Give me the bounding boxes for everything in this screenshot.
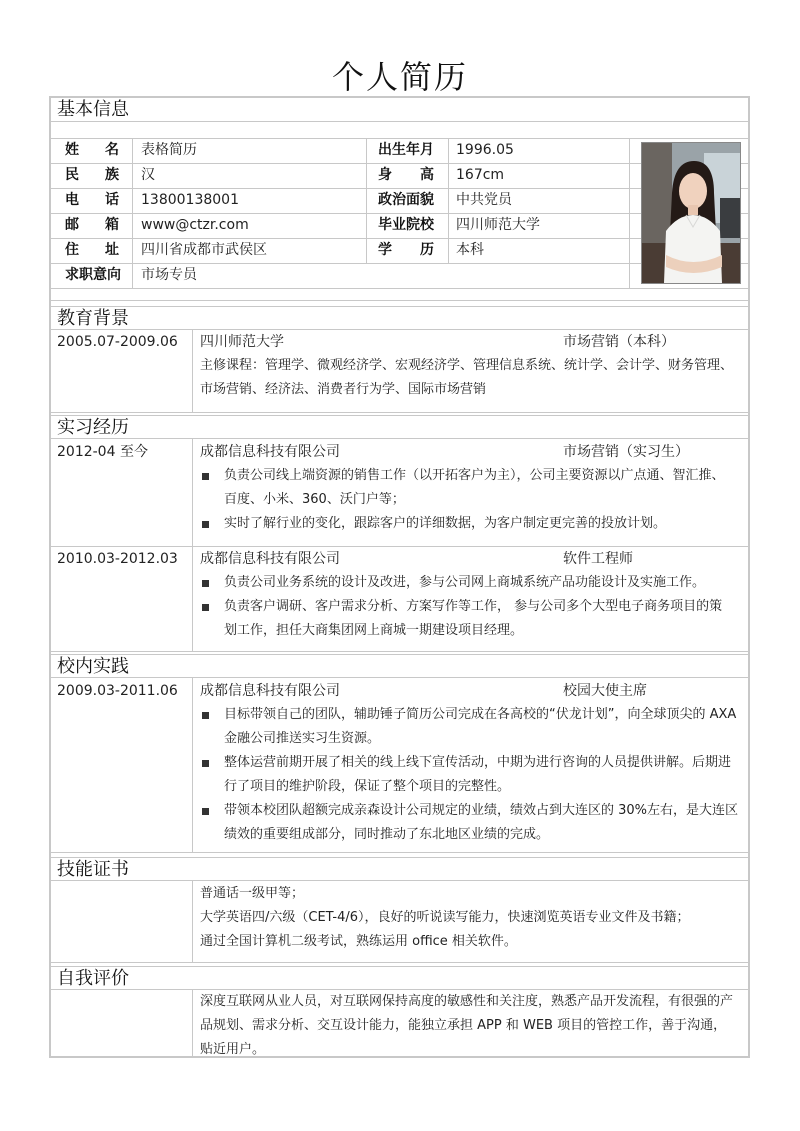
label-phone: 电话 bbox=[65, 192, 145, 208]
campus-duty-2-cont: 行了项目的维护阶段，保证了整个项目的完整性。 bbox=[224, 779, 511, 794]
label-name: 姓名 bbox=[65, 142, 145, 158]
value-objective: 市场专员 bbox=[141, 267, 197, 283]
label-height: 身高 bbox=[378, 167, 462, 183]
label-politics: 政治面貌 bbox=[378, 192, 434, 208]
internship-2-company: 成都信息科技有限公司 bbox=[200, 551, 340, 567]
value-birth: 1996.05 bbox=[456, 142, 514, 158]
value-degree: 本科 bbox=[456, 242, 484, 258]
internship-1-duty-1: 负责公司线上端资源的销售工作（以开拓客户为主），公司主要资源以广点通、智汇推、 bbox=[224, 468, 725, 483]
internship-2-period: 2010.03-2012.03 bbox=[57, 551, 178, 567]
bullet-icon bbox=[202, 760, 209, 767]
self-eval-3: 贴近用户。 bbox=[200, 1042, 266, 1057]
value-height: 167cm bbox=[456, 167, 505, 183]
bullet-icon bbox=[202, 473, 209, 480]
education-period: 2005.07-2009.06 bbox=[57, 334, 178, 350]
label-degree: 学历 bbox=[378, 242, 462, 258]
label-birth: 出生年月 bbox=[378, 142, 434, 158]
self-eval-2: 品规划、需求分析、交互设计能力，能独立承担 APP 和 WEB 项目的管控工作，善于沟通， bbox=[200, 1018, 727, 1033]
bullet-icon bbox=[202, 808, 209, 815]
education-school: 四川师范大学 bbox=[200, 334, 284, 350]
education-major: 市场营销（本科） bbox=[563, 334, 675, 350]
label-school: 毕业院校 bbox=[378, 217, 434, 233]
section-campus-heading: 校内实践 bbox=[51, 654, 748, 678]
campus-duty-3-cont: 绩效的重要组成部分，同时推动了东北地区业绩的完成。 bbox=[224, 827, 550, 842]
value-school: 四川师范大学 bbox=[456, 217, 540, 233]
value-email: www@ctzr.com bbox=[141, 217, 249, 233]
internship-2-duty-2-cont: 划工作，担任大商集团网上商城一期建设项目经理。 bbox=[224, 623, 524, 638]
section-basic-heading: 基本信息 bbox=[51, 98, 748, 122]
section-education-heading: 教育背景 bbox=[51, 306, 748, 330]
resume-title: 个人简历 bbox=[331, 58, 468, 96]
bullet-icon bbox=[202, 604, 209, 611]
section-skills-heading: 技能证书 bbox=[51, 857, 748, 881]
internship-1-duty-2: 实时了解行业的变化，跟踪客户的详细数据，为客户制定更完善的投放计划。 bbox=[224, 516, 667, 531]
skill-1: 普通话一级甲等； bbox=[200, 886, 305, 901]
internship-2-duty-2: 负责客户调研、客户需求分析、方案写作等工作， 参与公司多个大型电子商务项目的策 bbox=[224, 599, 723, 614]
internship-2-role: 软件工程师 bbox=[563, 551, 633, 567]
portrait-photo bbox=[641, 142, 741, 284]
label-email: 邮箱 bbox=[65, 217, 145, 233]
internship-1-role: 市场营销（实习生） bbox=[563, 444, 689, 460]
value-politics: 中共党员 bbox=[456, 192, 512, 208]
bullet-icon bbox=[202, 580, 209, 587]
campus-duty-2: 整体运营前期开展了相关的线上线下宣传活动，中期为进行咨询的人员提供讲解。后期进 bbox=[224, 755, 732, 770]
portrait-photo-icon bbox=[642, 143, 740, 283]
bullet-icon bbox=[202, 712, 209, 719]
value-address: 四川省成都市武侯区 bbox=[141, 242, 267, 258]
skill-2: 大学英语四/六级（CET-4/6），良好的听说读写能力，快速浏览英语专业文件及书籍； bbox=[200, 910, 690, 925]
value-ethnicity: 汉 bbox=[141, 167, 155, 183]
internship-1-duty-1-cont: 百度、小米、360、沃门户等； bbox=[224, 492, 405, 507]
value-phone: 13800138001 bbox=[141, 192, 239, 208]
education-courses: 主修课程：管理学、微观经济学、宏观经济学、管理信息系统、统计学、会计学、财务管理、 bbox=[200, 358, 734, 373]
skill-3: 通过全国计算机二级考试，熟练运用 office 相关软件。 bbox=[200, 934, 517, 949]
bullet-icon bbox=[202, 521, 209, 528]
campus-company: 成都信息科技有限公司 bbox=[200, 683, 340, 699]
campus-duty-3: 带领本校团队超额完成亲森设计公司规定的业绩，绩效占到大连区的 30%左右，是大连区 bbox=[224, 803, 739, 818]
internship-1-company: 成都信息科技有限公司 bbox=[200, 444, 340, 460]
education-courses-cont: 市场营销、经济法、消费者行为学、国际市场营销 bbox=[200, 382, 487, 397]
section-internship-heading: 实习经历 bbox=[51, 415, 748, 439]
self-eval-1: 深度互联网从业人员，对互联网保持高度的敏感性和关注度，熟悉产品开发流程，有很强的产 bbox=[200, 994, 734, 1009]
label-ethnicity: 民族 bbox=[65, 167, 145, 183]
label-address: 住址 bbox=[65, 242, 145, 258]
campus-duty-1-cont: 金融公司推送实习生资源。 bbox=[224, 731, 381, 746]
campus-duty-1: 目标带领自己的团队，辅助锤子简历公司完成在各高校的“伏龙计划”，向全球顶尖的 AXA bbox=[224, 707, 737, 722]
section-self-heading: 自我评价 bbox=[51, 966, 748, 990]
label-objective: 求职意向 bbox=[65, 267, 121, 283]
campus-period: 2009.03-2011.06 bbox=[57, 683, 178, 699]
internship-2-duty-1: 负责公司业务系统的设计及改进，参与公司网上商城系统产品功能设计及实施工作。 bbox=[224, 575, 706, 590]
internship-1-period: 2012-04 至今 bbox=[57, 444, 148, 460]
resume-frame bbox=[49, 96, 750, 1058]
campus-role: 校园大使主席 bbox=[563, 683, 647, 699]
value-name: 表格简历 bbox=[141, 142, 197, 158]
